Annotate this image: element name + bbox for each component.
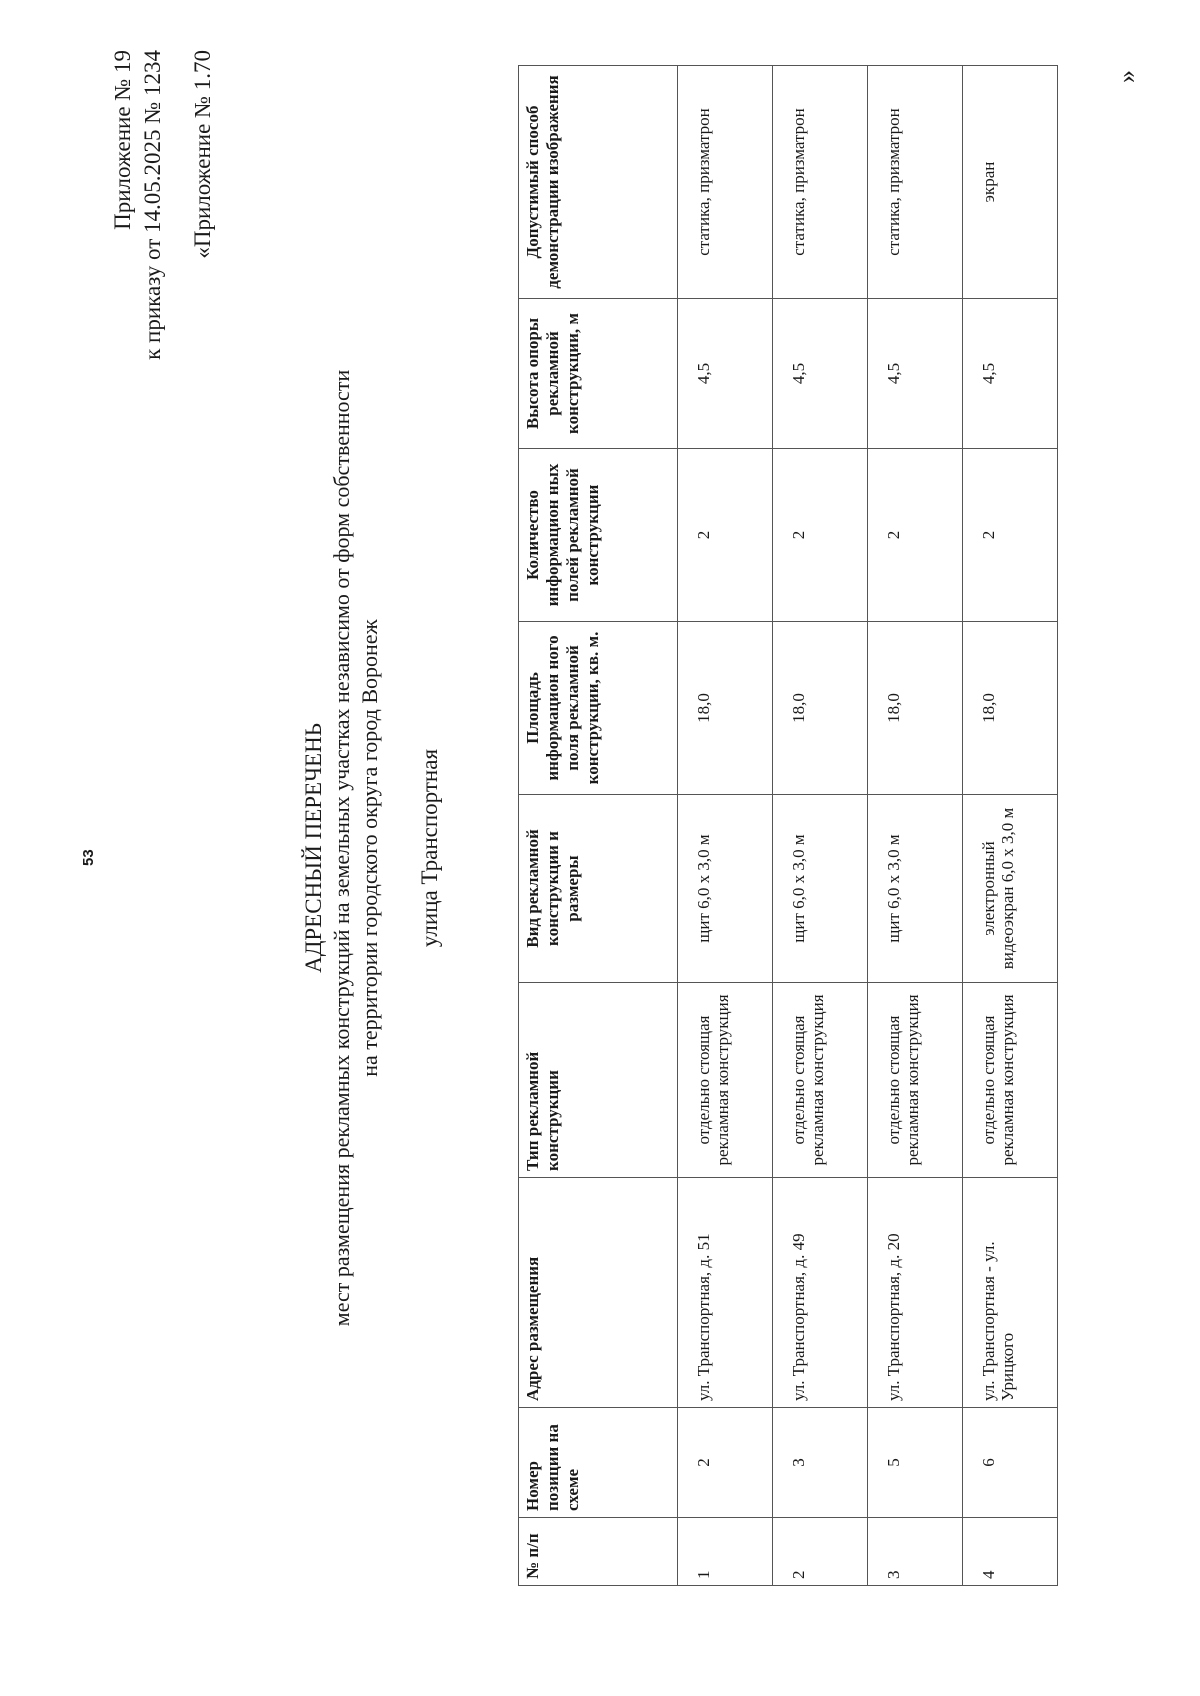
- table-row: [678, 66, 773, 1586]
- cell-position: 2: [678, 1408, 773, 1518]
- cell-field-count: 2: [773, 449, 868, 622]
- cell-address: ул. Транспортная, д. 20: [868, 1178, 963, 1408]
- approval-block: [108, 50, 218, 650]
- cell-display-method: статика, призматрон: [678, 66, 773, 299]
- table-row: [868, 66, 963, 1586]
- cell-kind-size: электронный видеоэкран 6,0 х 3,0 м: [963, 795, 1058, 983]
- cell-number: 3: [868, 1518, 963, 1586]
- cell-number: 1: [678, 1518, 773, 1586]
- cell-area: 18,0: [963, 622, 1058, 795]
- cell-area: 18,0: [868, 622, 963, 795]
- closing-quote-mark: »: [1112, 70, 1141, 83]
- header-height: Высота опоры рекламной конструкции, м: [519, 299, 678, 449]
- cell-kind-size: щит 6,0 х 3,0 м: [868, 795, 963, 983]
- cell-field-count: 2: [963, 449, 1058, 622]
- cell-position: 6: [963, 1408, 1058, 1518]
- cell-position: 5: [868, 1408, 963, 1518]
- header-number: № п/п: [519, 1518, 678, 1586]
- document-subtitle-line-1: мест размещения рекламных конструкций на земельных участках независимо от форм собственности: [329, 369, 354, 1327]
- header-position: Номер позиции на схеме: [519, 1408, 678, 1518]
- cell-height: 4,5: [773, 299, 868, 449]
- cell-type: отдельно стоящая рекламная конструкция: [773, 983, 868, 1178]
- header-area: Площадь информацион ного поля рекламной конструкции, кв. м.: [519, 622, 678, 795]
- cell-field-count: 2: [868, 449, 963, 622]
- header-address: Адрес размещения: [519, 1178, 678, 1408]
- approval-line-1: Приложение № 19: [110, 50, 135, 230]
- page-number: 53: [80, 849, 97, 866]
- cell-position: 3: [773, 1408, 868, 1518]
- cell-type: отдельно стоящая рекламная конструкция: [678, 983, 773, 1178]
- cell-height: 4,5: [963, 299, 1058, 449]
- cell-kind-size: щит 6,0 х 3,0 м: [773, 795, 868, 983]
- cell-field-count: 2: [678, 449, 773, 622]
- document-subtitle-line-2: на территории городского округа город Воронеж: [357, 619, 382, 1077]
- cell-address: ул. Транспортная - ул. Урицкого: [963, 1178, 1058, 1408]
- cell-type: отдельно стоящая рекламная конструкция: [868, 983, 963, 1178]
- table-row: [773, 66, 868, 1586]
- street-name: улица Транспортная: [417, 748, 442, 948]
- address-register-table: [518, 65, 1058, 1586]
- header-type: Тип рекламной конструкции: [519, 983, 678, 1178]
- header-display-method: Допустимый способ демонстрации изображения: [519, 66, 678, 299]
- cell-number: 4: [963, 1518, 1058, 1586]
- cell-type: отдельно стоящая рекламная конструкция: [963, 983, 1058, 1178]
- table-header-row: [519, 66, 678, 1586]
- cell-kind-size: щит 6,0 х 3,0 м: [678, 795, 773, 983]
- document-title: АДРЕСНЫЙ ПЕРЕЧЕНЬ: [301, 723, 326, 973]
- document-heading: [300, 0, 444, 1696]
- cell-display-method: статика, призматрон: [868, 66, 963, 299]
- cell-area: 18,0: [773, 622, 868, 795]
- approval-line-2: к приказу от 14.05.2025 № 1234: [140, 50, 165, 360]
- approval-line-3: «Приложение № 1.70: [190, 50, 215, 259]
- cell-height: 4,5: [678, 299, 773, 449]
- cell-number: 2: [773, 1518, 868, 1586]
- cell-height: 4,5: [868, 299, 963, 449]
- cell-address: ул. Транспортная, д. 51: [678, 1178, 773, 1408]
- header-kind-size: Вид рекламной конструкции и размеры: [519, 795, 678, 983]
- cell-area: 18,0: [678, 622, 773, 795]
- table-row: [963, 66, 1058, 1586]
- cell-display-method: статика, призматрон: [773, 66, 868, 299]
- cell-display-method: экран: [963, 66, 1058, 299]
- header-field-count: Количество информацион ных полей рекламной конструкции: [519, 449, 678, 622]
- cell-address: ул. Транспортная, д. 49: [773, 1178, 868, 1408]
